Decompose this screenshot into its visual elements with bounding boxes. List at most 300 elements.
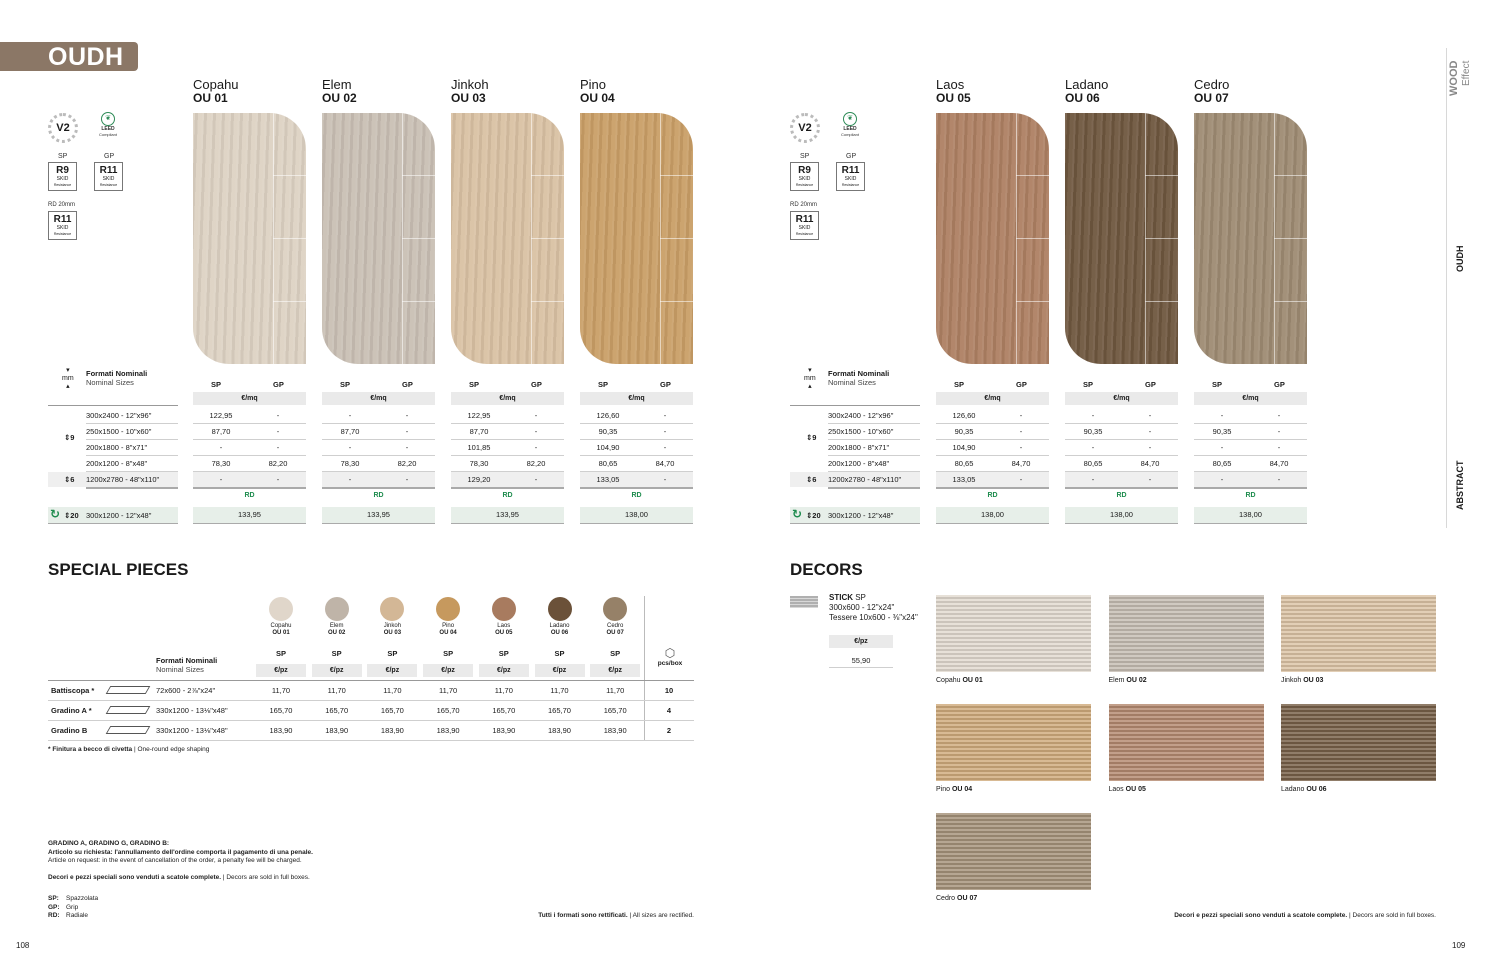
- special-color-jinkoh: [380, 597, 404, 621]
- formats-header: Formati Nominali Nominal Sizes: [828, 369, 890, 387]
- row-line: [86, 439, 178, 440]
- price-sp: 87,70: [211, 427, 231, 436]
- rectified-it: Tutti i formati sono rettificati.: [538, 912, 628, 919]
- col-gp: GP: [531, 380, 542, 389]
- price-gp: -: [1277, 475, 1281, 484]
- price-gp: -: [663, 427, 667, 436]
- size-label: 250x1500 - 10"x60": [828, 427, 894, 436]
- decor-caption: Cedro OU 07: [936, 895, 978, 902]
- thickness-9: ⇕9: [64, 433, 75, 442]
- special-pcs: 2: [666, 726, 672, 735]
- leed-badge: [836, 112, 864, 137]
- special-row-line: [48, 720, 694, 721]
- leed-sub: Compliant: [840, 132, 859, 137]
- row-line: [322, 471, 435, 472]
- price-sp: 87,70: [340, 427, 360, 436]
- sidebar-oudh: OUDH: [1455, 245, 1465, 272]
- unit-eur-mq: €/mq: [1194, 392, 1307, 405]
- badges-right: [790, 112, 870, 242]
- piece-icon: [106, 686, 151, 694]
- v2-badge: V2: [48, 113, 78, 143]
- special-price: 183,90: [269, 726, 293, 735]
- unit-eur-mq: €/mq: [193, 392, 306, 405]
- col-sp: SP: [598, 380, 609, 389]
- rotate-icon: ↻: [792, 507, 803, 521]
- row-line: [86, 423, 178, 424]
- badge-gp-label: GP: [104, 153, 115, 160]
- unit-eur-mq: €/mq: [1065, 392, 1178, 405]
- price-gp: 84,70: [1140, 459, 1160, 468]
- size-label: 1200x2780 - 48"x110": [86, 475, 160, 484]
- special-row-size: 330x1200 - 13⅛"x48": [156, 726, 228, 735]
- special-price: 165,70: [380, 706, 404, 715]
- price-sp: -: [1091, 443, 1095, 452]
- price-sp: 80,65: [598, 459, 618, 468]
- sidebar-wood-effect: [1448, 60, 1478, 146]
- price-gp: -: [1019, 411, 1023, 420]
- sidebar-effect: Effect: [1461, 60, 1472, 86]
- decor-pino: [936, 704, 1091, 781]
- stick-unit: €/pz: [829, 635, 893, 648]
- table-top-line: [48, 405, 178, 406]
- stick-sp: SP: [853, 593, 866, 602]
- gradino-note-it: Articolo su richiesta: l'annullamento dell'ordine comporta il pagamento di una penale.: [48, 848, 313, 856]
- page-number-right: 109: [1452, 941, 1466, 950]
- special-price: 165,70: [603, 706, 627, 715]
- thickness-6: ⇕6: [806, 475, 817, 484]
- decors-boxes-note: [1174, 912, 1436, 921]
- v2-badge: V2: [790, 113, 820, 143]
- price-gp: 82,20: [397, 459, 417, 468]
- special-row-label: Gradino A *: [51, 706, 92, 715]
- size-label: 1200x2780 - 48"x110": [828, 475, 902, 484]
- special-price: 183,90: [325, 726, 349, 735]
- col-gp: GP: [402, 380, 413, 389]
- row-line: [193, 455, 306, 456]
- price-gp: 82,20: [526, 459, 546, 468]
- special-color-label: Elem OU 02: [328, 623, 346, 636]
- price-sp: 133,05: [952, 475, 976, 484]
- special-footnote: * Finitura a becco di civetta | One-round edge shaping: [48, 746, 210, 753]
- price-gp: -: [1148, 475, 1152, 484]
- rd-label: RD: [502, 492, 513, 499]
- leaf-icon: ❦: [101, 112, 115, 126]
- price-gp: 84,70: [655, 459, 675, 468]
- row-line: [936, 471, 1049, 472]
- swatch-title-pino: Pino OU 04: [580, 77, 615, 105]
- price-sp: -: [1220, 475, 1224, 484]
- special-color-laos: [492, 597, 516, 621]
- row-line: [322, 439, 435, 440]
- r9-badge: R9 SKID Resistance: [790, 162, 819, 191]
- row-line: [1065, 471, 1178, 472]
- badge-gp-label: GP: [846, 153, 857, 160]
- row-line: [580, 471, 693, 472]
- size-label: 250x1500 - 10"x60": [86, 427, 152, 436]
- special-unit: €/pz: [367, 664, 417, 677]
- price-gp: -: [1148, 411, 1152, 420]
- special-color-label: Copahu OU 01: [270, 623, 292, 636]
- unit-eur-mq: €/mq: [580, 392, 693, 405]
- special-color-cedro: [603, 597, 627, 621]
- decors-title: DECORS: [790, 560, 863, 579]
- collection-title-band: [0, 42, 138, 71]
- size-label: 200x1200 - 8"x48": [828, 459, 890, 468]
- formats-header: Formati Nominali Nominal Sizes: [86, 369, 148, 387]
- swatch-title-cedro: Cedro OU 07: [1194, 77, 1230, 105]
- row-line: [86, 487, 178, 489]
- swatch-title-copahu: Copahu OU 01: [193, 77, 239, 105]
- unit-eur-mq: €/mq: [451, 392, 564, 405]
- special-color-elem: [325, 597, 349, 621]
- rd-price: 138,00: [936, 507, 1049, 524]
- special-price: 11,70: [494, 686, 513, 695]
- price-sp: 80,65: [1212, 459, 1232, 468]
- decor-caption: Elem OU 02: [1108, 677, 1147, 684]
- special-sp: SP: [443, 649, 454, 658]
- price-sp: -: [348, 475, 352, 484]
- rd-label: RD: [987, 492, 998, 499]
- col-sp: SP: [1083, 380, 1094, 389]
- price-gp: -: [276, 475, 280, 484]
- row-line: [1065, 487, 1178, 489]
- price-sp: 104,90: [952, 443, 976, 452]
- decor-caption: Jinkoh OU 03: [1281, 677, 1324, 684]
- row-line: [451, 423, 564, 424]
- price-sp: 90,35: [1212, 427, 1232, 436]
- special-pieces-title: SPECIAL PIECES: [48, 560, 189, 579]
- price-gp: -: [534, 427, 538, 436]
- special-price: 11,70: [327, 686, 346, 695]
- price-sp: 78,30: [469, 459, 489, 468]
- r11-badge-gp: R11 SKID Resistance: [94, 162, 123, 191]
- unit-eur-mq: €/mq: [936, 392, 1049, 405]
- special-unit: €/pz: [256, 664, 306, 677]
- row-line: [322, 455, 435, 456]
- price-sp: 122,95: [209, 411, 233, 420]
- price-gp: -: [1277, 427, 1281, 436]
- rd-label: RD: [1245, 492, 1256, 499]
- r11-badge-gp: R11 SKID Resistance: [836, 162, 865, 191]
- swatch-elem: [322, 113, 435, 364]
- price-sp: 129,20: [467, 475, 491, 484]
- price-gp: -: [534, 443, 538, 452]
- size-label: 200x1800 - 8"x71": [828, 443, 890, 452]
- size-label: 200x1200 - 8"x48": [86, 459, 148, 468]
- price-sp: 90,35: [954, 427, 974, 436]
- price-sp: 126,60: [952, 411, 976, 420]
- row-line: [580, 423, 693, 424]
- row-line: [193, 487, 306, 489]
- price-gp: -: [405, 443, 409, 452]
- price-sp: 126,60: [596, 411, 620, 420]
- price-sp: 78,30: [340, 459, 360, 468]
- swatch-copahu: [193, 113, 306, 364]
- piece-icon: [106, 726, 151, 734]
- price-sp: 104,90: [596, 443, 620, 452]
- row-line: [828, 423, 920, 424]
- r9-badge: R9 SKID Resistance: [48, 162, 77, 191]
- special-color-label: Ladano OU 06: [549, 623, 570, 636]
- price-sp: -: [219, 475, 223, 484]
- special-price: 183,90: [603, 726, 627, 735]
- price-sp: -: [219, 443, 223, 452]
- special-price: 165,70: [492, 706, 516, 715]
- swatch-title-jinkoh: Jinkoh OU 03: [451, 77, 489, 105]
- price-sp: 80,65: [954, 459, 974, 468]
- special-row-label: Gradino B: [51, 726, 88, 735]
- badge-rd-label: RD 20mm: [48, 202, 76, 208]
- legend-key-sp: SP:: [48, 895, 59, 902]
- rectified-en: | All sizes are rectified.: [627, 912, 694, 919]
- decori-note-it: Decori e pezzi speciali sono venduti a scatole complete.: [48, 873, 222, 881]
- special-row-line: [48, 740, 694, 741]
- row-line: [828, 487, 920, 489]
- legend-val-gp: Grip: [66, 903, 79, 911]
- price-sp: 101,85: [467, 443, 491, 452]
- special-price: 183,90: [548, 726, 571, 735]
- row-line: [1065, 423, 1178, 424]
- decor-caption: Pino OU 04: [936, 786, 973, 793]
- special-row-size: 72x600 - 2⅞"x24": [156, 686, 216, 695]
- price-sp: 87,70: [469, 427, 489, 436]
- special-sp: SP: [331, 649, 342, 658]
- price-gp: -: [405, 427, 409, 436]
- rd-size-label: 300x1200 - 12"x48": [86, 511, 152, 520]
- size-label: 300x2400 - 12"x96": [828, 411, 894, 420]
- row-line: [828, 439, 920, 440]
- swatch-ladano: [1065, 113, 1178, 364]
- legend-key-rd: RD:: [48, 912, 60, 919]
- decori-note-en: | Decors are sold in full boxes.: [221, 873, 310, 881]
- special-sp: SP: [387, 649, 398, 658]
- special-top-line: [48, 680, 694, 681]
- special-price: 11,70: [606, 686, 625, 695]
- price-gp: -: [534, 475, 538, 484]
- special-price: 183,90: [492, 726, 516, 735]
- rd-label: RD: [631, 492, 642, 499]
- row-line: [1194, 471, 1307, 472]
- badge-sp-label: SP: [58, 153, 68, 160]
- row-line: [1065, 439, 1178, 440]
- leed-label: LEED: [101, 126, 115, 132]
- special-price: 11,70: [383, 686, 402, 695]
- row-line: [828, 471, 920, 472]
- special-unit: €/pz: [479, 664, 529, 677]
- price-gp: -: [276, 411, 280, 420]
- rd-price: 138,00: [580, 507, 693, 524]
- special-price: 183,90: [436, 726, 460, 735]
- col-gp: GP: [660, 380, 671, 389]
- row-line: [1194, 439, 1307, 440]
- row-line: [451, 471, 564, 472]
- special-color-copahu: [269, 597, 293, 621]
- special-price: 165,70: [436, 706, 460, 715]
- special-color-ladano: [548, 597, 572, 621]
- piece-icon: [106, 706, 151, 714]
- leaf-icon: ❦: [843, 112, 857, 126]
- row-line: [86, 471, 178, 472]
- price-sp: 90,35: [1083, 427, 1103, 436]
- leed-sub: Compliant: [98, 132, 117, 137]
- price-gp: -: [663, 443, 667, 452]
- special-color-pino: [436, 597, 460, 621]
- row-line: [936, 439, 1049, 440]
- decors-boxes-en: | Decors are sold in full boxes.: [1347, 912, 1436, 919]
- price-gp: -: [1019, 427, 1023, 436]
- rd-size-label: 300x1200 - 12"x48": [828, 511, 894, 520]
- rectified-note: [538, 912, 694, 921]
- price-sp: -: [1091, 411, 1095, 420]
- special-unit: €/pz: [590, 664, 640, 677]
- stick-label: STICK: [829, 593, 853, 602]
- price-gp: -: [1019, 475, 1023, 484]
- price-gp: -: [276, 443, 280, 452]
- price-gp: -: [663, 475, 667, 484]
- row-line: [193, 439, 306, 440]
- unit-eur-mq: €/mq: [322, 392, 435, 405]
- price-sp: -: [1091, 475, 1095, 484]
- gradino-note-title: GRADINO A, GRADINO G, GRADINO B:: [48, 840, 170, 847]
- stick-price-line: [829, 667, 893, 668]
- r11-badge-rd: R11 SKID Resistance: [790, 211, 819, 240]
- gradino-note: [48, 840, 448, 882]
- price-gp: -: [663, 411, 667, 420]
- special-color-label: Cedro OU 07: [606, 623, 624, 636]
- price-gp: -: [1277, 443, 1281, 452]
- legend-val-rd: Radiale: [66, 912, 89, 919]
- special-pcs: 4: [666, 706, 672, 715]
- decors-boxes-it: Decori e pezzi speciali sono venduti a scatole complete.: [1174, 912, 1348, 919]
- sidebar-abstract: ABSTRACT: [1455, 460, 1465, 510]
- row-line: [451, 439, 564, 440]
- row-line: [322, 487, 435, 489]
- price-sp: 78,30: [211, 459, 231, 468]
- price-sp: -: [348, 443, 352, 452]
- price-sp: 90,35: [598, 427, 618, 436]
- special-sp: SP: [554, 649, 565, 658]
- collection-title: OUDH: [48, 43, 124, 71]
- special-color-label: Laos OU 05: [495, 623, 513, 636]
- col-gp: GP: [273, 380, 284, 389]
- row-line: [936, 455, 1049, 456]
- special-row-label: Battiscopa *: [51, 686, 95, 695]
- row-line: [1194, 455, 1307, 456]
- special-price: 11,70: [550, 686, 569, 695]
- decor-copahu: [936, 595, 1091, 672]
- rotate-icon: ↻: [50, 507, 61, 521]
- row-line: [580, 487, 693, 489]
- special-price: 165,70: [548, 706, 571, 715]
- stick-price: 55,90: [851, 656, 871, 665]
- special-price: 11,70: [438, 686, 458, 695]
- col-gp: GP: [1145, 380, 1156, 389]
- special-formats-header: Formati Nominali Nominal Sizes: [156, 656, 218, 674]
- special-unit: €/pz: [312, 664, 362, 677]
- price-gp: -: [534, 411, 538, 420]
- decor-ladano: [1281, 704, 1436, 781]
- col-gp: GP: [1274, 380, 1285, 389]
- sidebar-divider: [1446, 48, 1447, 528]
- thickness-6: ⇕6: [64, 475, 75, 484]
- price-gp: -: [1148, 427, 1152, 436]
- row-line: [580, 439, 693, 440]
- r11-badge-rd: R11 SKID Resistance: [48, 211, 77, 240]
- special-price: 165,70: [269, 706, 293, 715]
- col-sp: SP: [1212, 380, 1223, 389]
- row-line: [1065, 455, 1178, 456]
- rd-label: RD: [244, 492, 255, 499]
- swatch-title-laos: Laos OU 05: [936, 77, 971, 105]
- legend-key-gp: GP:: [48, 903, 60, 911]
- price-sp: -: [1220, 411, 1224, 420]
- price-gp: -: [1277, 411, 1281, 420]
- swatch-laos: [936, 113, 1049, 364]
- swatch-title-elem: Elem OU 02: [322, 77, 357, 105]
- swatch-jinkoh: [451, 113, 564, 364]
- special-sp: SP: [498, 649, 509, 658]
- swatch-pino: [580, 113, 693, 364]
- price-gp: -: [405, 411, 409, 420]
- pcs-box-header: ⬡ pcs/box: [652, 646, 688, 667]
- page-number-left: 108: [16, 941, 30, 950]
- row-line: [1194, 487, 1307, 489]
- price-gp: -: [1019, 443, 1023, 452]
- thickness-20: ⇕20: [64, 511, 79, 520]
- badges-left: [48, 112, 128, 242]
- row-line: [936, 487, 1049, 489]
- price-gp: -: [276, 427, 280, 436]
- row-line: [828, 455, 920, 456]
- thickness-20: ⇕20: [806, 511, 821, 520]
- stick-icon: [790, 596, 818, 608]
- price-sp: -: [348, 411, 352, 420]
- special-sp: SP: [610, 649, 621, 658]
- swatch-cedro: [1194, 113, 1307, 364]
- row-line: [1194, 423, 1307, 424]
- swatch-title-ladano: Ladano OU 06: [1065, 77, 1109, 105]
- special-price: 165,70: [325, 706, 349, 715]
- price-gp: 82,20: [268, 459, 288, 468]
- row-line: [451, 455, 564, 456]
- col-sp: SP: [211, 380, 222, 389]
- thickness-9: ⇕9: [806, 433, 817, 442]
- col-gp: GP: [1016, 380, 1027, 389]
- rd-price: 138,00: [1194, 507, 1307, 524]
- stick-size2: Tessere 10x600 - ⅜"x24": [829, 613, 918, 622]
- special-row-size: 330x1200 - 13⅛"x48": [156, 706, 228, 715]
- price-sp: 80,65: [1083, 459, 1103, 468]
- decor-caption: Ladano OU 06: [1281, 786, 1327, 793]
- price-sp: -: [1220, 443, 1224, 452]
- decor-caption: Copahu OU 01: [936, 677, 983, 684]
- rd-price: 138,00: [1065, 507, 1178, 524]
- rd-price: 133,95: [322, 507, 435, 524]
- special-row-line: [48, 700, 694, 701]
- row-line: [193, 471, 306, 472]
- decor-cedro: [936, 813, 1091, 890]
- special-sp: SP: [275, 649, 286, 658]
- legend: [48, 895, 98, 921]
- col-sp: SP: [340, 380, 351, 389]
- price-gp: 84,70: [1269, 459, 1289, 468]
- decor-caption: Laos OU 05: [1108, 786, 1146, 793]
- special-unit: €/pz: [535, 664, 585, 677]
- sidebar-wood: WOOD: [1448, 60, 1460, 96]
- row-line: [451, 487, 564, 489]
- row-line: [580, 455, 693, 456]
- badge-rd-label: RD 20mm: [790, 202, 818, 208]
